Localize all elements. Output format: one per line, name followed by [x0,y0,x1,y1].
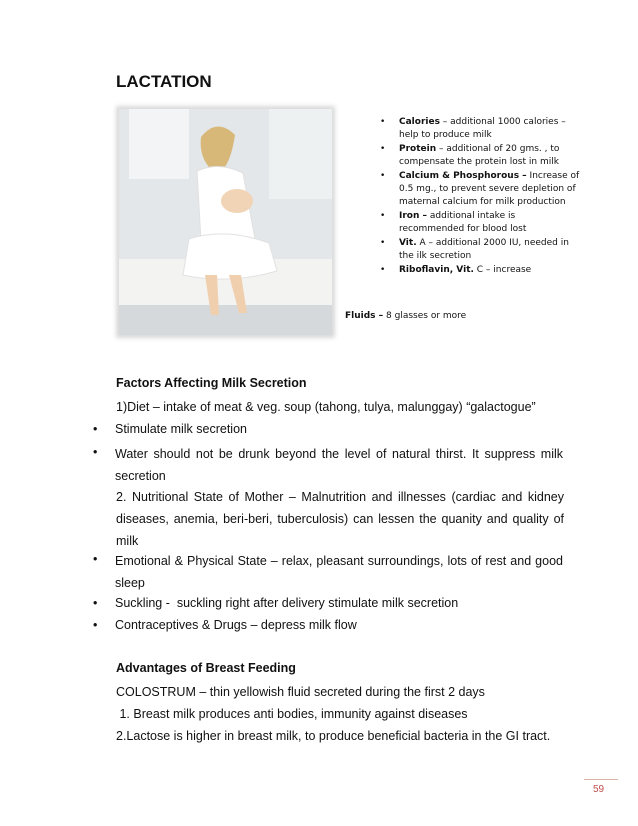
list-item: • Calcium & Phosphorous – Increase of 0.5 mg., to prevent severe depletion of maternal calcium for milk production [380,170,580,209]
advantages-heading: Advantages of Breast Feeding [116,661,296,675]
bullet-symbol: • [93,422,98,436]
list-item: • Iron – additional intake is recommended for blood lost [380,210,580,236]
advantage-item: 1. Breast milk produces anti bodies, immunity against diseases [116,707,468,721]
bullet-symbol: • [93,552,98,566]
page-number-rule [584,779,618,780]
list-item: • Protein – additional of 20 gms. , to compensate the protein lost in milk [380,143,580,169]
page-number: 59 [593,784,605,795]
mother-breastfeeding-photo [119,109,332,335]
bullet-symbol: • [93,618,98,632]
factors-heading: Factors Affecting Milk Secretion [116,376,307,390]
page-title: LACTATION [116,72,212,91]
list-item: • Vit. A – additional 2000 IU, needed in the ilk secretion [380,237,580,263]
diet-line: 1)Diet – intake of meat & veg. soup (tahong, tulya, malunggay) “galactogue” [116,400,536,414]
list-item: • Riboflavin, Vit. C – increase [380,264,580,277]
advantage-item: 2.Lactose is higher in breast milk, to produce beneficial bacteria in the GI tract. [116,729,551,743]
bullet-symbol: • [93,596,98,610]
nutrient-list [380,116,580,278]
colostrum-line: COLOSTRUM – thin yellowish fluid secreted during the first 2 days [116,685,485,699]
bullet-symbol: • [93,445,98,459]
list-item: • Calories – additional 1000 calories – help to produce milk [380,116,580,142]
nutritional-state-paragraph: 2. Nutritional State of Mother – Malnutrition and illnesses (cardiac and kidney diseases, anemia, beri-beri, tuberculosis) can lessen the quanity and quality of milk [116,490,564,548]
fluids-note: Fluids – 8 glasses or more [345,311,467,321]
